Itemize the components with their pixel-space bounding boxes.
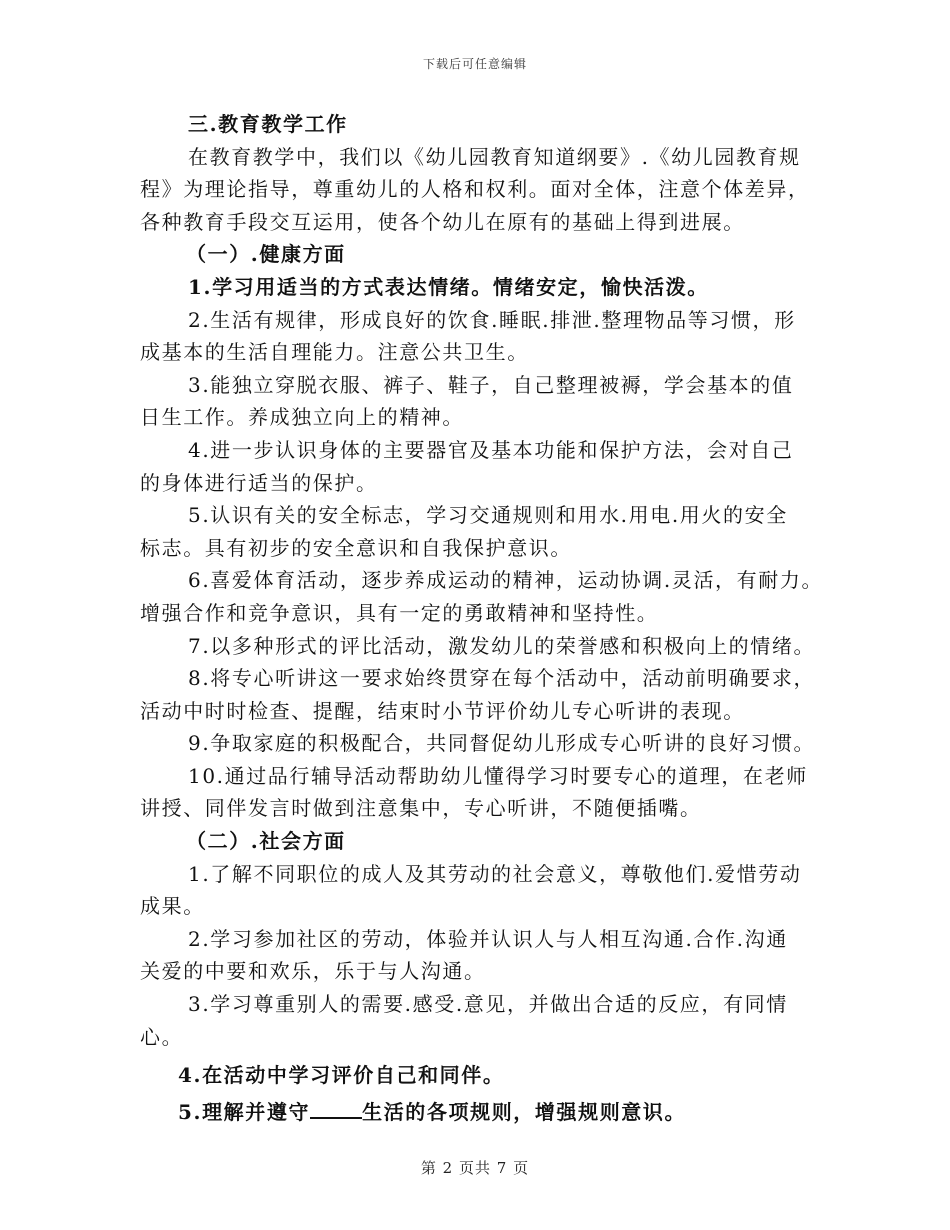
health-item-8: 8.将专心听讲这一要求始终贯穿在每个活动中，活动前明确要求， bbox=[188, 666, 816, 691]
health-item-2: 2.生活有规律，形成良好的饮食.睡眠.排泄.整理物品等习惯，形 bbox=[188, 307, 796, 332]
social-item-5-end: 生活的各项规则，增强规则意识。 bbox=[362, 1099, 687, 1124]
social-item-5 bbox=[140, 1096, 820, 1129]
health-item-6: 6.喜爱体育活动，逐步养成运动的精神，运动协调.灵活，有耐力。 bbox=[188, 568, 824, 593]
health-item-4: 4.进一步认识身体的主要器官及基本功能和保护方法，会对自己 bbox=[188, 437, 794, 462]
page-number: 第 2 页共 7 页 bbox=[420, 1159, 530, 1177]
intro-line: 在教育教学中，我们以《幼儿园教育知道纲要》.《幼儿园教育规 bbox=[188, 144, 801, 169]
intro-line: 各种教育手段交互运用，使各个幼儿在原有的基础上得到进展。 bbox=[140, 209, 745, 234]
health-item-4-cont: 的身体进行适当的保护。 bbox=[140, 470, 378, 495]
health-item-3-cont: 日生工作。养成独立向上的精神。 bbox=[140, 405, 464, 430]
health-item-8-cont: 活动中时时检查、提醒，结束时小节评价幼儿专心听讲的表现。 bbox=[140, 698, 745, 723]
social-item-3-cont: 心。 bbox=[140, 1024, 184, 1049]
social-item-2-cont: 关爱的中要和欢乐，乐于与人沟通。 bbox=[140, 959, 486, 984]
health-item-7: 7.以多种形式的评比活动，激发幼儿的荣誉感和积极向上的情绪。 bbox=[188, 633, 816, 658]
health-item-5: 5.认识有关的安全标志，学习交通规则和用水.用电.用火的安全 bbox=[188, 503, 788, 528]
health-item-6-cont: 增强合作和竞争意识，具有一定的勇敢精神和坚持性。 bbox=[140, 600, 659, 625]
section-title: 三.教育教学工作 bbox=[188, 112, 348, 136]
health-item-5-cont: 标志。具有初步的安全意识和自我保护意识。 bbox=[140, 535, 572, 560]
social-item-5-start: 5.理解并遵守 bbox=[178, 1099, 311, 1124]
social-heading: （二）.社会方面 bbox=[186, 829, 346, 854]
health-item-9: 9.争取家庭的积极配合，共同督促幼儿形成专心听讲的良好习惯。 bbox=[188, 731, 816, 756]
page-header: 下载后可任意编辑 bbox=[422, 57, 527, 71]
document-body bbox=[140, 108, 824, 1128]
intro-line: 程》为理论指导，尊重幼儿的人格和权利。面对全体，注意个体差异， bbox=[140, 177, 810, 202]
health-item-1: 1.学习用适当的方式表达情绪。情绪安定，愉快活泼。 bbox=[188, 274, 709, 299]
fill-in-blank bbox=[310, 1099, 362, 1119]
social-item-1: 1.了解不同职位的成人及其劳动的社会意义，尊敬他们.爱惜劳动 bbox=[188, 861, 802, 886]
social-item-3: 3.学习尊重别人的需要.感受.意见，并做出合适的反应，有同情 bbox=[188, 992, 788, 1017]
social-item-4: 4.在活动中学习评价自己和同伴。 bbox=[178, 1063, 505, 1088]
health-item-10-cont: 讲授、同伴发言时做到注意集中，专心听讲，不随便插嘴。 bbox=[140, 796, 702, 821]
social-item-1-cont: 成果。 bbox=[140, 894, 205, 919]
health-item-10: 10.通过品行辅导活动帮助幼儿懂得学习时要专心的道理，在老师 bbox=[188, 763, 808, 788]
social-item-2: 2.学习参加社区的劳动，体验并认识人与人相互沟通.合作.沟通 bbox=[188, 926, 788, 951]
health-heading: （一）.健康方面 bbox=[186, 242, 346, 267]
health-item-2-cont: 成基本的生活自理能力。注意公共卫生。 bbox=[140, 340, 529, 365]
health-item-3: 3.能独立穿脱衣服、裤子、鞋子，自己整理被褥，学会基本的值 bbox=[188, 372, 794, 397]
